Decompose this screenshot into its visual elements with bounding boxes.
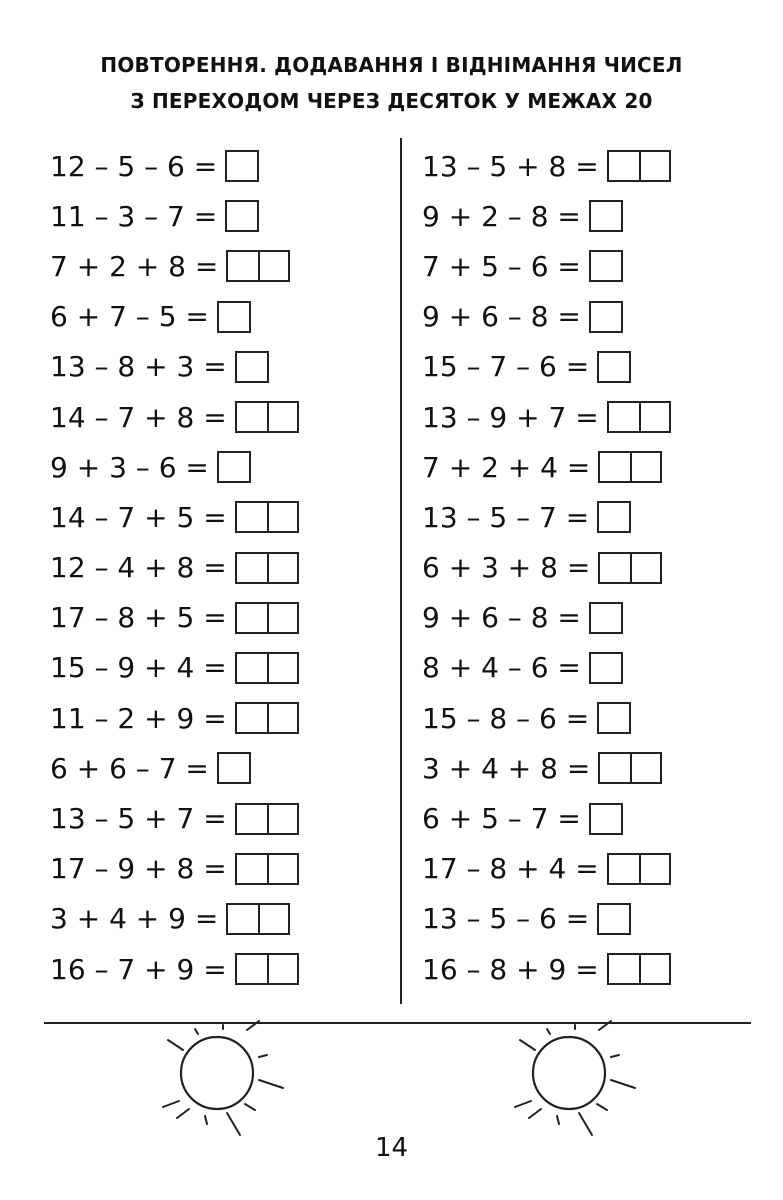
exercise-row: [422, 392, 671, 442]
exercise-row: [422, 191, 671, 241]
exercise-expression: 9 + 6 – 8 =: [422, 300, 581, 334]
answer-digit-cell[interactable]: [630, 754, 660, 782]
answer-digit-cell[interactable]: [267, 604, 297, 632]
exercise-row: [50, 442, 299, 492]
exercise-expression: 12 – 5 – 6 =: [50, 149, 218, 183]
answer-digit-cell[interactable]: [267, 805, 297, 833]
exercise-row: [50, 944, 299, 994]
answer-digit-cell[interactable]: [219, 754, 249, 782]
answer-digit-cell[interactable]: [267, 704, 297, 732]
answer-box[interactable]: [235, 501, 299, 533]
exercise-expression: 6 + 7 – 5 =: [50, 300, 209, 334]
exercise-expression: 9 + 6 – 8 =: [422, 601, 581, 635]
answer-box[interactable]: [235, 953, 299, 985]
exercise-row: [50, 894, 299, 944]
exercise-expression: 6 + 6 – 7 =: [50, 751, 209, 785]
answer-digit-cell[interactable]: [267, 654, 297, 682]
title-line-1: ПОВТОРЕННЯ. ДОДАВАННЯ І ВІДНІМАННЯ ЧИСЕЛ: [100, 53, 683, 77]
answer-box[interactable]: [607, 853, 671, 885]
exercise-row: [422, 492, 671, 542]
exercise-expression: 13 – 9 + 7 =: [422, 400, 599, 434]
answer-digit-cell[interactable]: [599, 503, 629, 531]
exercise-row: [50, 743, 299, 793]
answer-box[interactable]: [598, 451, 662, 483]
sun-icon: [507, 1020, 647, 1140]
answer-digit-cell[interactable]: [639, 152, 669, 180]
answer-digit-cell[interactable]: [237, 704, 267, 732]
exercise-row: [422, 793, 671, 843]
answer-box[interactable]: [589, 602, 623, 634]
exercise-expression: 13 – 8 + 3 =: [50, 350, 227, 384]
exercise-expression: 17 – 8 + 4 =: [422, 852, 599, 886]
answer-digit-cell[interactable]: [609, 403, 639, 431]
answer-digit-cell[interactable]: [591, 604, 621, 632]
answer-digit-cell[interactable]: [237, 353, 267, 381]
answer-digit-cell[interactable]: [237, 855, 267, 883]
exercise-expression: 3 + 4 + 8 =: [422, 751, 591, 785]
exercise-expression: 16 – 7 + 9 =: [50, 952, 227, 986]
exercise-row: [50, 241, 299, 291]
exercise-expression: 7 + 2 + 4 =: [422, 450, 591, 484]
answer-box[interactable]: [235, 351, 269, 383]
exercise-expression: 6 + 3 + 8 =: [422, 551, 591, 585]
title-line-2: З ПЕРЕХОДОМ ЧЕРЕЗ ДЕСЯТОК У МЕЖАХ 20: [130, 89, 653, 113]
answer-digit-cell[interactable]: [237, 554, 267, 582]
exercise-row: [422, 342, 671, 392]
answer-digit-cell[interactable]: [237, 955, 267, 983]
exercise-expression: 11 – 3 – 7 =: [50, 199, 218, 233]
exercise-row: [422, 894, 671, 944]
answer-box[interactable]: [225, 200, 259, 232]
answer-digit-cell[interactable]: [237, 604, 267, 632]
answer-digit-cell[interactable]: [600, 554, 630, 582]
exercise-row: [50, 543, 299, 593]
answer-digit-cell[interactable]: [630, 453, 660, 481]
column-divider: [400, 138, 402, 1004]
answer-box[interactable]: [607, 953, 671, 985]
exercise-expression: 12 – 4 + 8 =: [50, 551, 227, 585]
answer-box[interactable]: [607, 401, 671, 433]
answer-box[interactable]: [217, 451, 251, 483]
exercise-expression: 7 + 2 + 8 =: [50, 249, 219, 283]
answer-box[interactable]: [597, 351, 631, 383]
answer-digit-cell[interactable]: [609, 152, 639, 180]
answer-digit-cell[interactable]: [267, 955, 297, 983]
answer-box[interactable]: [225, 150, 259, 182]
answer-digit-cell[interactable]: [600, 754, 630, 782]
answer-box[interactable]: [235, 552, 299, 584]
answer-digit-cell[interactable]: [600, 453, 630, 481]
exercise-row: [50, 141, 299, 191]
answer-digit-cell[interactable]: [591, 252, 621, 280]
exercise-row: [50, 643, 299, 693]
answer-digit-cell[interactable]: [630, 554, 660, 582]
answer-box[interactable]: [226, 903, 290, 935]
sun-icon: [155, 1020, 295, 1140]
answer-digit-cell[interactable]: [609, 855, 639, 883]
answer-digit-cell[interactable]: [267, 554, 297, 582]
exercise-expression: 3 + 4 + 9 =: [50, 902, 219, 936]
exercise-expression: 8 + 4 – 6 =: [422, 651, 581, 685]
answer-box[interactable]: [235, 401, 299, 433]
answer-digit-cell[interactable]: [258, 905, 288, 933]
answer-digit-cell[interactable]: [267, 503, 297, 531]
exercise-row: [422, 944, 671, 994]
exercise-expression: 13 – 5 + 8 =: [422, 149, 599, 183]
answer-box[interactable]: [235, 803, 299, 835]
answer-digit-cell[interactable]: [228, 252, 258, 280]
answer-box[interactable]: [235, 853, 299, 885]
answer-box[interactable]: [235, 602, 299, 634]
exercise-row: [50, 292, 299, 342]
answer-digit-cell[interactable]: [237, 403, 267, 431]
answer-box[interactable]: [235, 702, 299, 734]
answer-digit-cell[interactable]: [639, 955, 669, 983]
answer-digit-cell[interactable]: [599, 905, 629, 933]
answer-digit-cell[interactable]: [258, 252, 288, 280]
answer-box[interactable]: [226, 250, 290, 282]
answer-digit-cell[interactable]: [227, 152, 257, 180]
answer-digit-cell[interactable]: [609, 955, 639, 983]
answer-box[interactable]: [597, 903, 631, 935]
exercise-expression: 7 + 5 – 6 =: [422, 249, 581, 283]
exercise-expression: 13 – 5 – 7 =: [422, 500, 590, 534]
answer-digit-cell[interactable]: [237, 503, 267, 531]
exercise-expression: 14 – 7 + 8 =: [50, 400, 227, 434]
exercise-expression: 13 – 5 + 7 =: [50, 802, 227, 836]
exercise-expression: 16 – 8 + 9 =: [422, 952, 599, 986]
exercise-expression: 15 – 8 – 6 =: [422, 701, 590, 735]
answer-box[interactable]: [589, 652, 623, 684]
answer-digit-cell[interactable]: [639, 403, 669, 431]
exercise-row: [422, 643, 671, 693]
exercise-row: [50, 342, 299, 392]
exercise-expression: 11 – 2 + 9 =: [50, 701, 227, 735]
exercise-row: [422, 844, 671, 894]
exercise-expression: 15 – 9 + 4 =: [50, 651, 227, 685]
exercise-row: [422, 543, 671, 593]
exercise-row: [422, 693, 671, 743]
answer-digit-cell[interactable]: [599, 704, 629, 732]
exercise-row: [50, 793, 299, 843]
exercise-row: [422, 743, 671, 793]
exercise-row: [422, 141, 671, 191]
answer-digit-cell[interactable]: [591, 303, 621, 331]
exercise-row: [422, 442, 671, 492]
answer-box[interactable]: [589, 200, 623, 232]
answer-digit-cell[interactable]: [228, 905, 258, 933]
exercise-expression: 15 – 7 – 6 =: [422, 350, 590, 384]
exercise-row: [50, 593, 299, 643]
answer-digit-cell[interactable]: [599, 353, 629, 381]
answer-digit-cell[interactable]: [219, 303, 249, 331]
answer-box[interactable]: [589, 301, 623, 333]
exercise-expression: 17 – 9 + 8 =: [50, 852, 227, 886]
exercise-expression: 6 + 5 – 7 =: [422, 802, 581, 836]
exercise-row: [422, 593, 671, 643]
answer-digit-cell[interactable]: [591, 654, 621, 682]
exercise-expression: 13 – 5 – 6 =: [422, 902, 590, 936]
exercise-row: [422, 241, 671, 291]
answer-box[interactable]: [598, 752, 662, 784]
exercise-row: [50, 492, 299, 542]
exercise-expression: 9 + 2 – 8 =: [422, 199, 581, 233]
answer-box[interactable]: [598, 552, 662, 584]
exercise-expression: 17 – 8 + 5 =: [50, 601, 227, 635]
answer-digit-cell[interactable]: [237, 654, 267, 682]
answer-digit-cell[interactable]: [227, 202, 257, 230]
answer-box[interactable]: [589, 803, 623, 835]
exercise-row: [50, 191, 299, 241]
answer-box[interactable]: [217, 752, 251, 784]
answer-digit-cell[interactable]: [591, 805, 621, 833]
answer-box[interactable]: [235, 652, 299, 684]
answer-digit-cell[interactable]: [267, 403, 297, 431]
exercise-row: [50, 693, 299, 743]
exercise-row: [50, 392, 299, 442]
answer-box[interactable]: [607, 150, 671, 182]
exercise-expression: 9 + 3 – 6 =: [50, 450, 209, 484]
right-exercise-column: [422, 141, 671, 994]
exercise-expression: 14 – 7 + 5 =: [50, 500, 227, 534]
answer-box[interactable]: [597, 501, 631, 533]
left-exercise-column: [50, 141, 299, 994]
answer-digit-cell[interactable]: [219, 453, 249, 481]
answer-box[interactable]: [597, 702, 631, 734]
exercise-row: [50, 844, 299, 894]
answer-box[interactable]: [217, 301, 251, 333]
answer-digit-cell[interactable]: [639, 855, 669, 883]
page-number: 14: [374, 1133, 409, 1163]
answer-digit-cell[interactable]: [267, 855, 297, 883]
exercise-row: [422, 292, 671, 342]
answer-digit-cell[interactable]: [591, 202, 621, 230]
answer-box[interactable]: [589, 250, 623, 282]
answer-digit-cell[interactable]: [237, 805, 267, 833]
